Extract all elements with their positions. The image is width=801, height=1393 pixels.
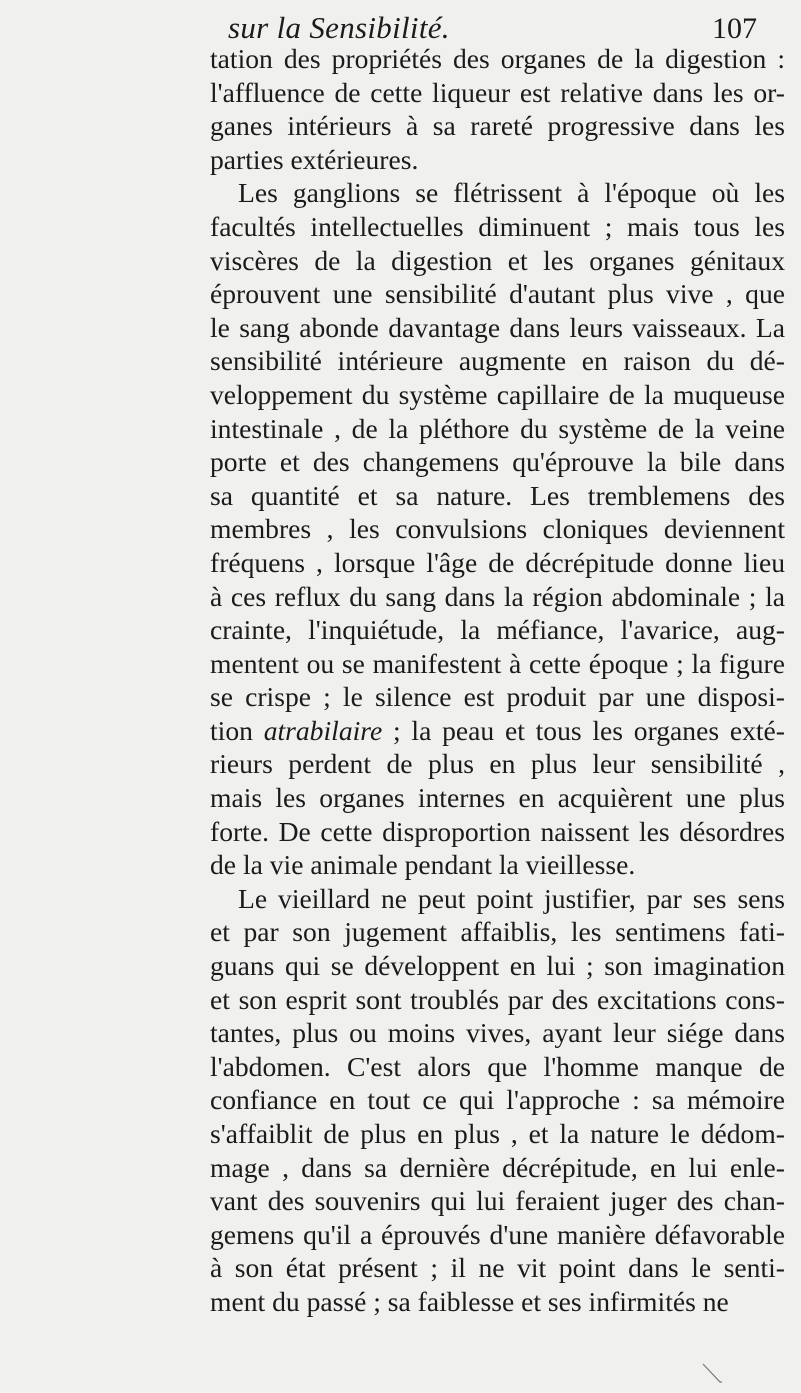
text-line: tantes, plus ou moins vives, ayant leur siége dans [210,1017,785,1049]
text-line: membres , les convulsions cloniques deviennent [210,513,785,545]
running-head [0,4,801,44]
text-line: l'affluence de cette liqueur est relative dans les or- [210,76,785,108]
text-line: se crispe ; le silence est produit par une disposi- [210,681,785,713]
text-line: intestinale , de la pléthore du système de la veine [210,412,785,444]
text-line: ment du passé ; sa faiblesse et ses infirmités ne [210,1285,729,1317]
text-line: mais les organes internes en acquièrent une plus [210,782,785,814]
text-line: tion atrabilaire ; la peau et tous les organes exté- [210,714,785,746]
text-line: porte et des changemens qu'éprouve la bile dans [210,446,785,478]
text-line: facultés intellectuelles diminuent ; mais tous les [210,210,785,242]
text-line: s'affaiblit de plus en plus , et la nature le dédom- [210,1118,785,1149]
text-line: rieurs perdent de plus en plus leur sensibilité , [210,748,785,780]
text-line: crainte, l'inquiétude, la méfiance, l'avarice, aug- [210,614,785,646]
body-text [210,42,785,1319]
text-line: à son état présent ; il ne vit point dans le senti- [210,1252,785,1284]
text-line: éprouvent une sensibilité d'autant plus vive , que [210,278,785,310]
page-number: 107 [712,12,757,45]
running-title: sur la Sensibilité. [228,10,450,45]
text-line: Les ganglions se flétrissent à l'époque où les [238,177,785,209]
text-line: parties extérieures. [210,143,419,175]
text-line: l'abdomen. C'est alors que l'homme manque de [210,1050,785,1082]
text-line: forte. De cette disproportion naissent les désordres [210,815,785,847]
text-line: guans qui se développent en lui ; son imagination [210,950,785,982]
text-line: mentent ou se manifestent à cette époque ; la figure [210,647,785,679]
paragraph [210,882,785,1319]
text-line: le sang abonde davantage dans leurs vaisseaux. La [210,311,785,343]
text-line: viscères de la digestion et les organes génitaux [210,244,785,276]
ink-mark-icon [700,1362,724,1386]
text-line: confiance en tout ce qui l'approche : sa mémoire [210,1084,785,1116]
text-line: fréquens , lorsque l'âge de décrépitude donne lieu [210,546,785,578]
text-line: Le vieillard ne peut point justifier, par ses sens [238,882,785,914]
paragraph [210,176,785,881]
text-line: sensibilité intérieure augmente en raison du dé- [210,345,785,377]
text-line: mage , dans sa dernière décrépitude, en lui enle- [210,1151,785,1183]
paragraph [210,42,785,176]
text-line: tation des propriétés des organes de la digestion : [210,43,785,74]
text-line: et par son jugement affaiblis, les sentimens fati- [210,916,785,948]
text-line: à ces reflux du sang dans la région abdominale ; la [210,580,785,612]
text-line: veloppement du système capillaire de la muqueuse [210,378,785,410]
text-line: gemens qu'il a éprouvés d'une manière défavorable [210,1218,785,1250]
text-line: de la vie animale pendant la vieillesse. [210,849,636,881]
text-line: vant des souvenirs qui lui feraient juger des chan- [210,1185,785,1217]
text-line: sa quantité et sa nature. Les tremblemens des [210,479,785,511]
text-line: ganes intérieurs à sa rareté progressive dans les [210,110,785,142]
text-line: et son esprit sont troublés par des excitations cons- [210,983,785,1015]
italic-term: atrabilaire [263,714,383,746]
